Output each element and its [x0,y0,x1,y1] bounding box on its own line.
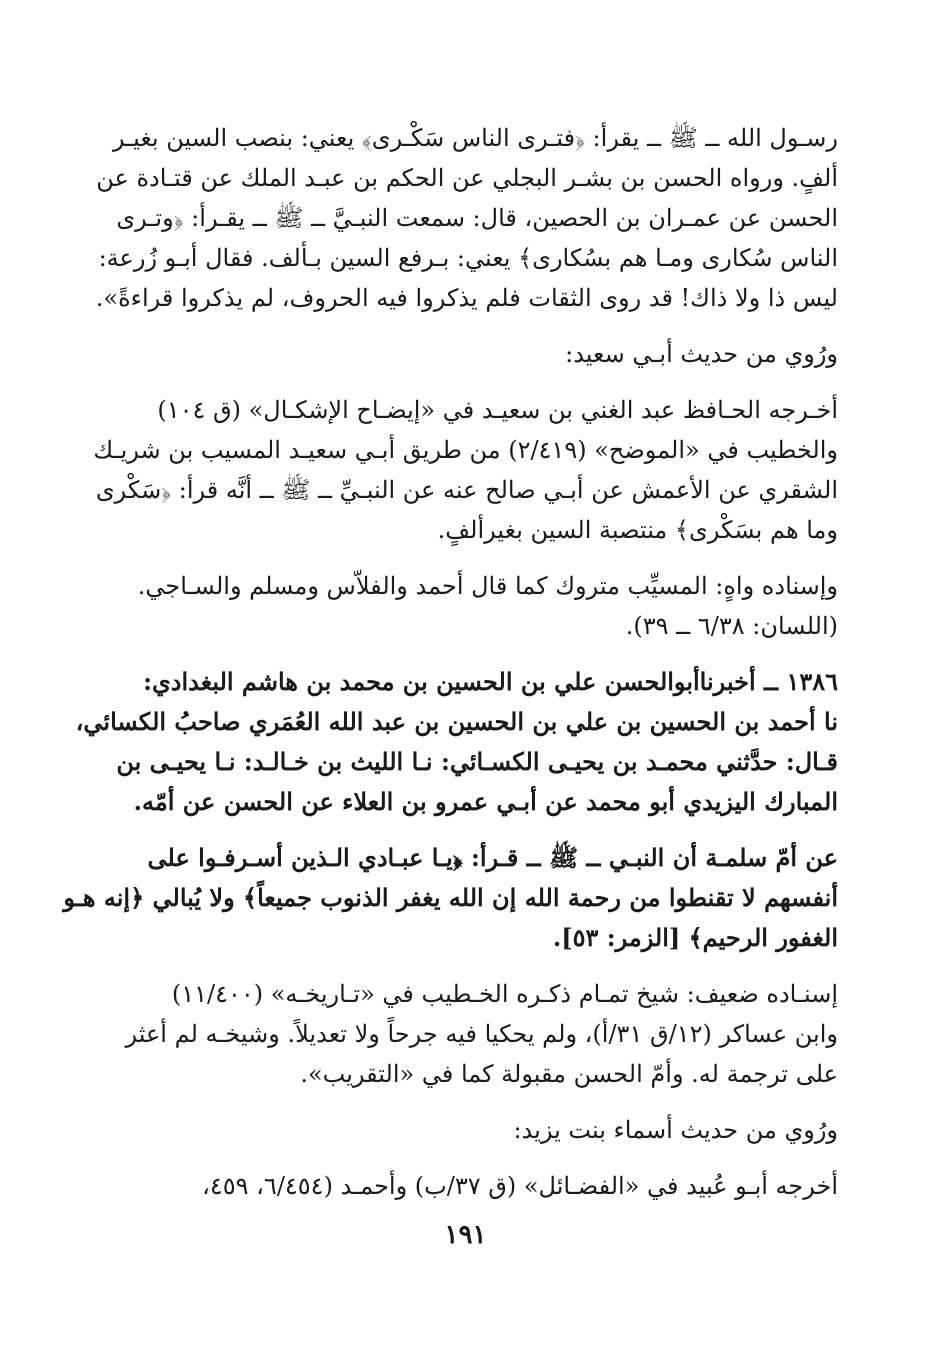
text-line: على ترجمة له. وأمّ الحسن مقبولة كما في «التقريب». [300,1060,838,1088]
text-line: رسـول الله ــ ﷺ ــ يقرأ: ﴿فتـرى الناس سَكْـرى﴾ يعني: بنصب السين بغيـر [112,124,838,152]
text-line: الغفور الرحيم﴾ [الزمر: ٥٣]. [552,923,838,952]
paragraph-gap [138,822,838,838]
text-line: ورُوي من حديث أسماء بنت يزيد: [513,1116,838,1144]
hadith-paragraph [75,662,838,822]
text-line: وما هم بسَكْرى﴾ منتصبة السين بغيرألفٍ. [437,516,838,544]
text-line: أنفسهم لا تقنطوا من رحمة الله إن الله يغفر الذنوب جميعاً﴾ ولا يُبالي ﴿إنه هـو [63,883,838,912]
paragraph-gap [138,374,838,390]
page-text [63,118,838,1206]
paragraph-gap [138,646,838,662]
hadith-paragraph [63,838,838,958]
paragraph-gap [138,1150,838,1166]
commentary-paragraph [138,566,838,646]
text-line: عن أمّ سلمـة أن النبـي ــ ﷺ ــ قـرأ: ﴿يـا عبـادي الـذين أسـرفـوا على [147,843,838,872]
text-line: الشقري عن الأعمش عن أبـي صالح عنه عن النبـيِّ ــ ﷺ ــ أنَّه قرأ: ﴿سَكْرى [95,476,838,504]
text-line: وإسناده واهٍ: المسيِّب متروك كما قال أحمد والفلاّس ومسلم والسـاجي. [137,572,838,600]
text-line: ليس ذا ولا ذاك! قد روى الثقات فلم يذكروا فيه الحروف، لم يذكروا قراءةً». [95,284,838,312]
text-line: الحسن عن عمـران بن الحصين، قال: سمعت النبـيَّ ــ ﷺ ــ يقـرأ: ﴿وتـرى [116,204,838,232]
paragraph-gap [138,550,838,566]
text-line: المبارك اليزيدي أبو محمد عن أبـي عمرو بن العلاء عن الحسن عن أمّه. [133,787,838,816]
paragraph-gap [138,318,838,334]
commentary-paragraph [138,1166,838,1206]
commentary-paragraph [125,974,838,1094]
text-line: أخـرجه الحـافظ عبد الغني بن سعيـد في «إيضـاح الإشكـال» (ق ١٠٤) [157,396,838,424]
text-line: قـال: حدَّثني محمـد بن يحيـى الكسـائي: نـا الليث بن خـالـد: نـا يحيـى بن [116,747,838,776]
page-number: ١٩١ [444,1220,487,1250]
text-line: الناس سُكارى ومـا هم بسُكارى﴾ يعني: بـرفع السين بـألف. فقال أبـو زُرعة: [98,244,838,272]
text-line: ورُوي من حديث أبـي سعيد: [565,340,838,368]
text-line: والخطيب في «الموضح» (٢/٤١٩) من طريق أبـي سعيـد المسيب بن شريـك [93,436,838,464]
text-line: (اللسان: ٦/٣٨ ــ ٣٩). [625,612,838,640]
text-line: أخرجه أبـو عُبيد في «الفضـائل» (ق ٣٧/ب) وأحمـد (٦/٤٥٤، ٤٥٩، [202,1172,838,1200]
commentary-paragraph [93,390,838,550]
text-line: ألفٍ. ورواه الحسن بن بشـر البجلي عن الحكم بن عبـد الملك عن قتـادة عن [96,164,838,192]
text-line: وابن عساكر (١٢/ق ٣١/أ)، ولم يحكيا فيه جرحاً ولا تعديلاً. وشيخـه لم أعثر [125,1020,838,1048]
text-line: إسنـاده ضعيف: شيخ تمـام ذكـره الخـطيب في «تـاريخـه» (١١/٤٠٠) [171,980,838,1008]
paragraph-gap [138,1094,838,1110]
commentary-paragraph [138,1110,838,1150]
text-line: ١٣٨٦ ــ أخبرناأبوالحسن علي بن الحسين بن محمد بن هاشم البغدادي: [143,667,838,696]
paragraph-gap [138,958,838,974]
commentary-paragraph [95,118,838,318]
commentary-paragraph [138,334,838,374]
text-line: نا أحمد بن الحسين بن علي بن الحسين بن عبد الله العُمَري صاحبُ الكسائي، [75,707,838,736]
